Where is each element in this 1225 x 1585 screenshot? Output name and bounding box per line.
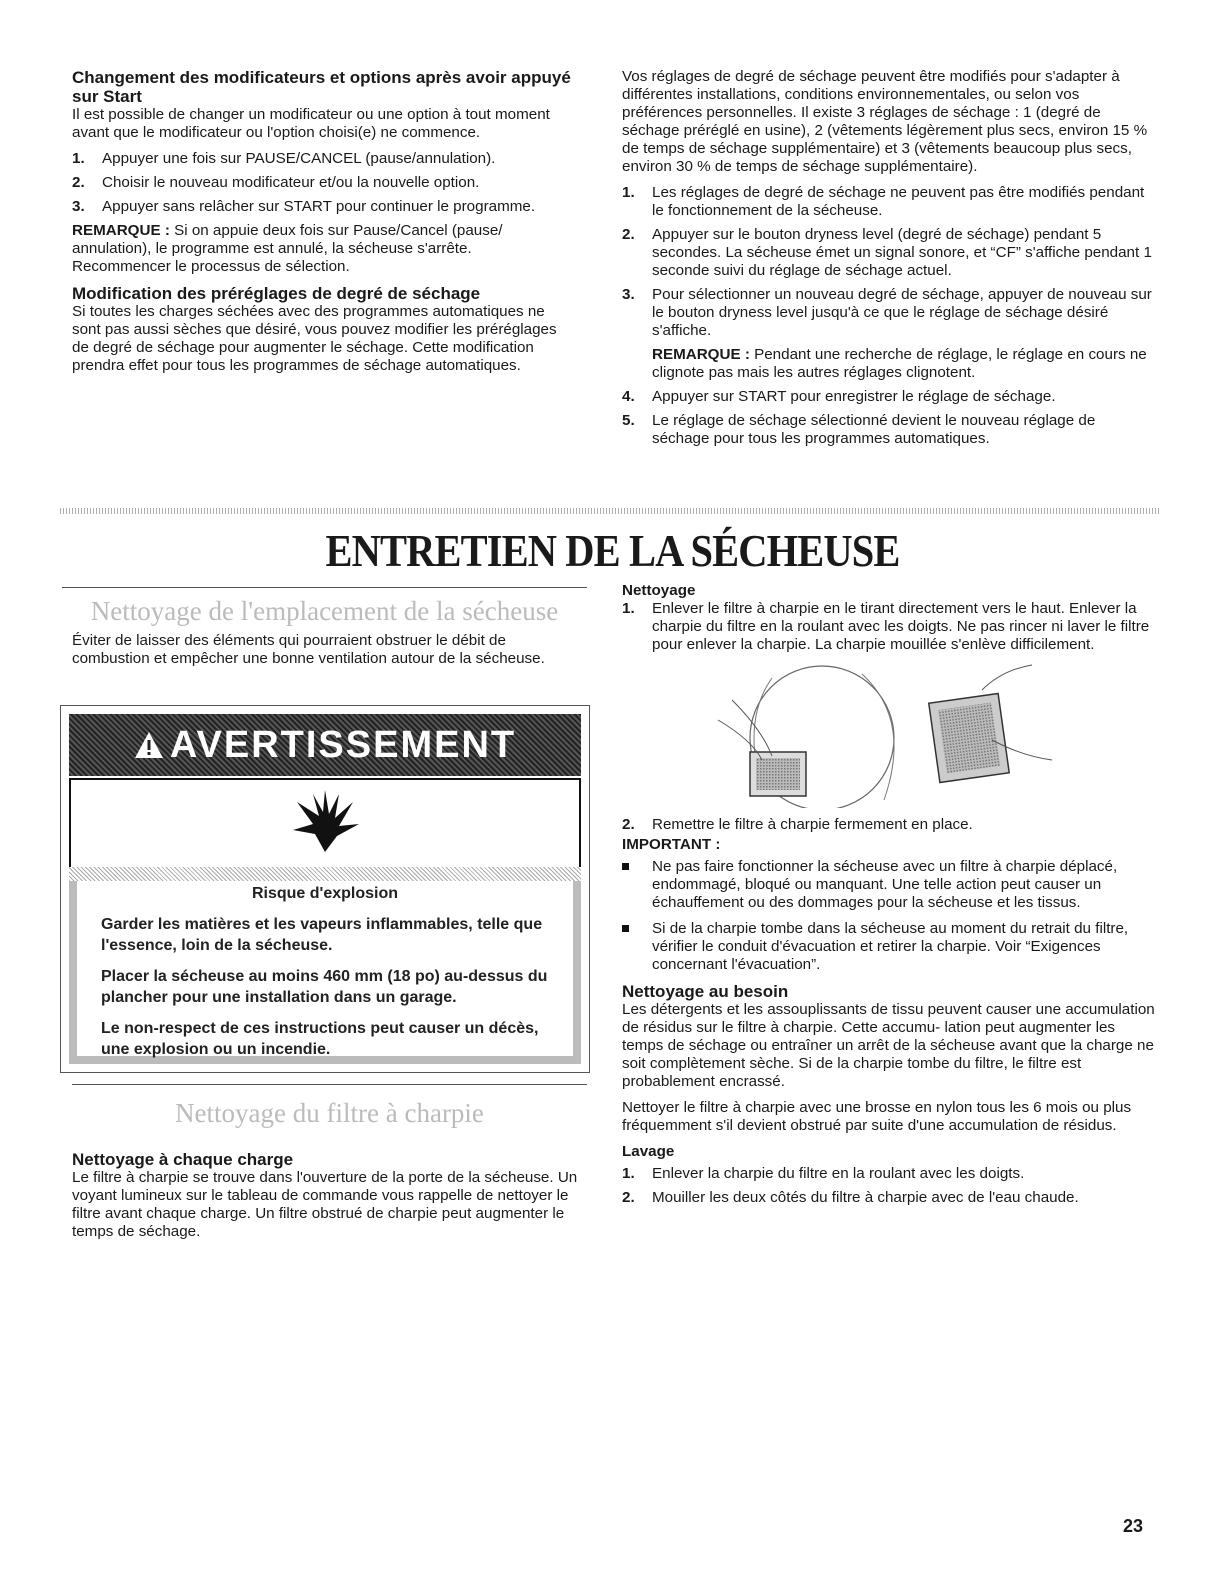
dotted-divider <box>60 508 1160 514</box>
important-label: IMPORTANT : <box>622 836 721 853</box>
step-item: 4. Appuyer sur START pour enregistrer le réglage de séchage. <box>622 388 1056 405</box>
lint-filter-illustration <box>622 660 1158 808</box>
lint-filter-drawing <box>622 660 1158 808</box>
bullet-square-icon <box>622 925 629 932</box>
heading-as-needed: Nettoyage au besoin <box>622 982 789 1001</box>
top-left-column <box>72 68 572 383</box>
step-item: 2. Appuyer sur le bouton dryness level (degré de séchage) pendant 5 secondes. La sécheuse émet un signal sonore, et “CF” s'affiche pendant 1 seconde suivi du réglage de séchage actuel. <box>622 226 1152 279</box>
bullet-item: Si de la charpie tombe dans la sécheuse au moment du retrait du filtre, vérifier le conduit d'évacuation et retirer la charpie. Voir “Exigences concernant l'évacuation”. <box>622 920 1158 974</box>
lint-filter-column <box>72 1150 582 1249</box>
steps-list <box>622 1165 1158 1207</box>
top-right-column <box>622 68 1152 454</box>
section-rule <box>62 587 587 588</box>
steps-list <box>622 600 1158 654</box>
steps-list <box>622 184 1152 448</box>
bullet-square-icon <box>622 863 629 870</box>
step-item: 1. Enlever la charpie du filtre en la roulant avec les doigts. <box>622 1165 1025 1182</box>
warning-box <box>60 705 590 1073</box>
paragraph: Le filtre à charpie se trouve dans l'ouverture de la porte de la sécheuse. Un voyant lumineux sur le tableau de commande vous rappelle de nettoyer le filtre avant chaque charge. Un filtre obstrué de charpie peut augmenter le temps de séchage. <box>72 1169 578 1240</box>
bullet-item: Ne pas faire fonctionner la sécheuse avec un filtre à charpie déplacé, endommagé, bloqué ou manquant. Une telle action peut causer un échauffement ou des dommages pour la sécheuse et les tissus. <box>622 858 1158 912</box>
note: REMARQUE : Si on appuie deux fois sur Pause/Cancel (pause/ annulation), le programme est annulé, la sécheuse s'arrête. Recommencer le processus de sélection. <box>72 222 503 275</box>
steps-list <box>72 150 572 216</box>
warning-title: Risque d'explosion <box>251 885 399 902</box>
section-title-lint-filter: Nettoyage du filtre à charpie <box>175 1098 484 1128</box>
step-item: 2. Mouiller les deux côtés du filtre à charpie avec de l'eau chaude. <box>622 1189 1079 1206</box>
page-title: ENTRETIEN DE LA SÉCHEUSE <box>325 525 900 576</box>
warning-body <box>69 881 581 1064</box>
paragraph: Les détergents et les assouplissants de tissu peuvent causer une accumulation de résidus sur le filtre à charpie. Cette accumu- lation peut augmenter les temps de séchage ou entraîner un arrêt de la sécheuse avant que la charge ne soit complètement sèche. Si de la charpie tombe du filtre, le filtre est probablement encrassé. <box>622 1001 1155 1090</box>
paragraph: Nettoyer le filtre à charpie avec une brosse en nylon tous les 6 mois ou plus fréquemment s'il devient obstrué par suite d'une accumulation de résidus. <box>622 1099 1132 1134</box>
important-bullets <box>622 858 1158 974</box>
heading-each-load: Nettoyage à chaque charge <box>72 1150 294 1169</box>
step-item: 1. Enlever le filtre à charpie en le tirant directement vers le haut. Enlever la charpie du filtre en la roulant avec les doigts. Ne pas rincer ni laver le filtre pour enlever la charpie. La charpie mouillée s'enlève difficilement. <box>622 600 1150 653</box>
step-item: 2. Remettre le filtre à charpie fermement en place. <box>622 816 973 833</box>
right-column <box>622 582 1158 1213</box>
warning-header: AVERTISSEMENT <box>69 714 581 776</box>
step-item: 3. Pour sélectionner un nouveau degré de séchage, appuyer de nouveau sur le bouton dryness level jusqu'à ce que le réglage de séchage désiré s'affiche. REMARQUE : Pendant une recherche de réglage, le réglage en cours ne clignote pas mais les autres réglages clignotent. <box>622 286 1152 381</box>
heading-cleaning: Nettoyage <box>622 582 696 599</box>
step-item: 5. Le réglage de séchage sélectionné devient le nouveau réglage de séchage pour tous les programmes automatiques. <box>622 412 1096 447</box>
heading-change-modifiers: Changement des modificateurs et options après avoir appuyé sur Start <box>72 68 571 106</box>
steps-list <box>622 816 1158 834</box>
step-item: 1. Appuyer une fois sur PAUSE/CANCEL (pause/annulation). <box>72 150 496 167</box>
paragraph: Il est possible de changer un modificateur ou une option à tout moment avant que le modificateur ou l'option choisi(e) ne commence. <box>72 106 550 141</box>
warning-paragraph: Le non-respect de ces instructions peut causer un décès, une explosion ou un incendie. <box>101 1020 539 1058</box>
step-item: 2. Choisir le nouveau modificateur et/ou la nouvelle option. <box>72 174 480 191</box>
page-number: 23 <box>1122 1516 1143 1536</box>
explosion-icon <box>289 788 361 865</box>
location-paragraph: Éviter de laisser des éléments qui pourraient obstruer le débit de combustion et empêcher une bonne ventilation autour de la sécheuse. <box>72 632 545 667</box>
warning-paragraph: Garder les matières et les vapeurs inflammables, telle que l'essence, loin de la sécheuse. <box>101 916 543 954</box>
warning-band <box>69 867 581 881</box>
step-item: 3. Appuyer sans relâcher sur START pour continuer le programme. <box>72 198 536 215</box>
step-item: 1. Les réglages de degré de séchage ne peuvent pas être modifiés pendant le fonctionnement de la sécheuse. <box>622 184 1145 219</box>
section-title-location: Nettoyage de l'emplacement de la sécheuse <box>90 596 559 626</box>
warning-triangle-icon <box>134 716 164 778</box>
paragraph: Si toutes les charges séchées avec des programmes automatiques ne sont pas aussi sèches que désiré, vous pouvez modifier les préréglages de degré de séchage pour augmenter le séchage. Cette modification prendra effet pour tous les programmes de séchage automatiques. <box>72 303 557 374</box>
paragraph: Vos réglages de degré de séchage peuvent être modifiés pour s'adapter à différentes installations, conditions environnementales, ou selon vos préférences personnelles. Il existe 3 réglages de séchage : 1 (degré de séchage préréglé en usine), 2 (vêtements légèrement plus secs, environ 15 % de temps de séchage supplémentaire) et 3 (vêtements beaucoup plus secs, environ 30 % de temps de séchage supplémentaire). <box>622 68 1148 175</box>
warning-paragraph: Placer la sécheuse au moins 460 mm (18 po) au-dessus du plancher pour une installation dans un garage. <box>101 968 548 1006</box>
section-rule <box>72 1084 587 1085</box>
heading-dryness-presets: Modification des préréglages de degré de séchage <box>72 284 481 303</box>
heading-washing: Lavage <box>622 1143 675 1160</box>
note: REMARQUE : Pendant une recherche de réglage, le réglage en cours ne clignote pas mais les autres réglages clignotent. <box>652 346 1147 381</box>
warning-symbol-panel <box>69 778 581 871</box>
